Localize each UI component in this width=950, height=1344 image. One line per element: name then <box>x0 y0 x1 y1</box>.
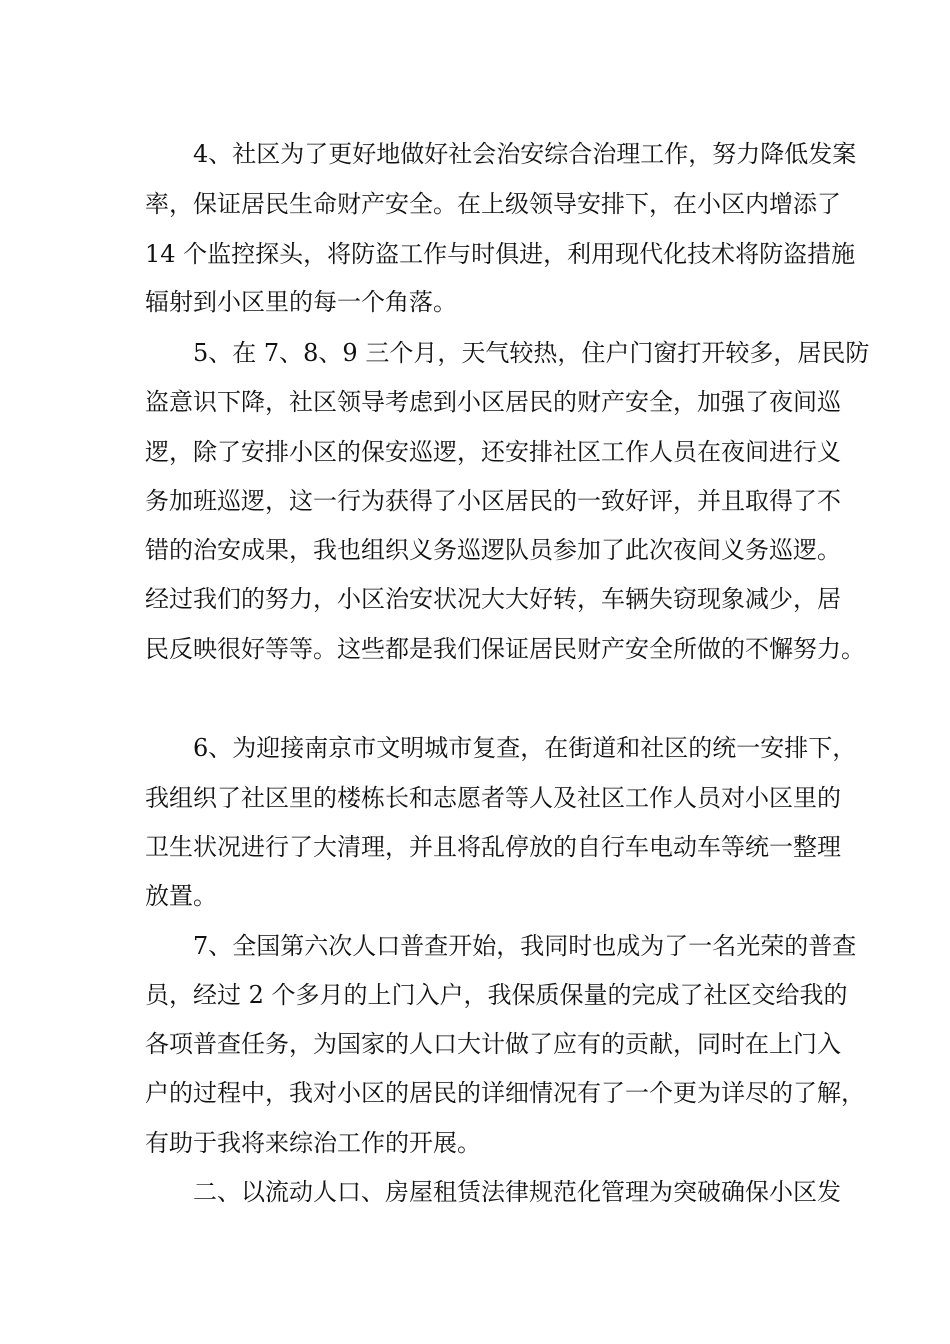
paragraph-5-line-3: 逻，除了安排小区的保安巡逻，还安排社区工作人员在夜间进行义 <box>145 438 841 466</box>
paragraph-7-line-2: 员，经过 2 个多月的上门入户，我保质保量的完成了社区交给我的 <box>145 981 848 1009</box>
paragraph-7-line-5: 有助于我将来综治工作的开展。 <box>145 1129 481 1157</box>
section-2-heading-line-1: 二、以流动人口、房屋租赁法律规范化管理为突破确保小区发 <box>193 1178 841 1206</box>
paragraph-4-line-4: 辐射到小区里的每一个角落。 <box>145 288 457 316</box>
paragraph-7-line-1: 7、全国第六次人口普查开始，我同时也成为了一名光荣的普查 <box>193 932 857 960</box>
paragraph-7-line-4: 户的过程中，我对小区的居民的详细情况有了一个更为详尽的了解， <box>145 1079 865 1107</box>
paragraph-4-line-3: 14 个监控探头，将防盗工作与时俱进，利用现代化技术将防盗措施 <box>145 240 856 268</box>
paragraph-6-line-1: 6、为迎接南京市文明城市复查，在街道和社区的统一安排下， <box>193 734 857 762</box>
paragraph-5-line-5: 错的治安成果，我也组织义务巡逻队员参加了此次夜间义务巡逻。 <box>145 536 841 564</box>
paragraph-5-line-7: 民反映很好等等。这些都是我们保证居民财产安全所做的不懈努力。 <box>145 635 865 663</box>
paragraph-6-line-3: 卫生状况进行了大清理，并且将乱停放的自行车电动车等统一整理 <box>145 833 841 861</box>
paragraph-6-line-4: 放置。 <box>145 882 217 910</box>
paragraph-5-line-2: 盗意识下降，社区领导考虑到小区居民的财产安全，加强了夜间巡 <box>145 388 841 416</box>
paragraph-5-line-6: 经过我们的努力，小区治安状况大大好转，车辆失窃现象减少，居 <box>145 585 841 613</box>
paragraph-4-line-1: 4、社区为了更好地做好社会治安综合治理工作，努力降低发案 <box>193 140 857 168</box>
paragraph-7-line-3: 各项普查任务，为国家的人口大计做了应有的贡献，同时在上门入 <box>145 1030 841 1058</box>
paragraph-5-line-1: 5、在 7、8、9 三个月，天气较热，住户门窗打开较多，居民防 <box>193 339 870 367</box>
paragraph-4-line-2: 率，保证居民生命财产安全。在上级领导安排下，在小区内增添了 <box>145 190 841 218</box>
paragraph-6-line-2: 我组织了社区里的楼栋长和志愿者等人及社区工作人员对小区里的 <box>145 784 841 812</box>
paragraph-5-line-4: 务加班巡逻，这一行为获得了小区居民的一致好评，并且取得了不 <box>145 487 841 515</box>
